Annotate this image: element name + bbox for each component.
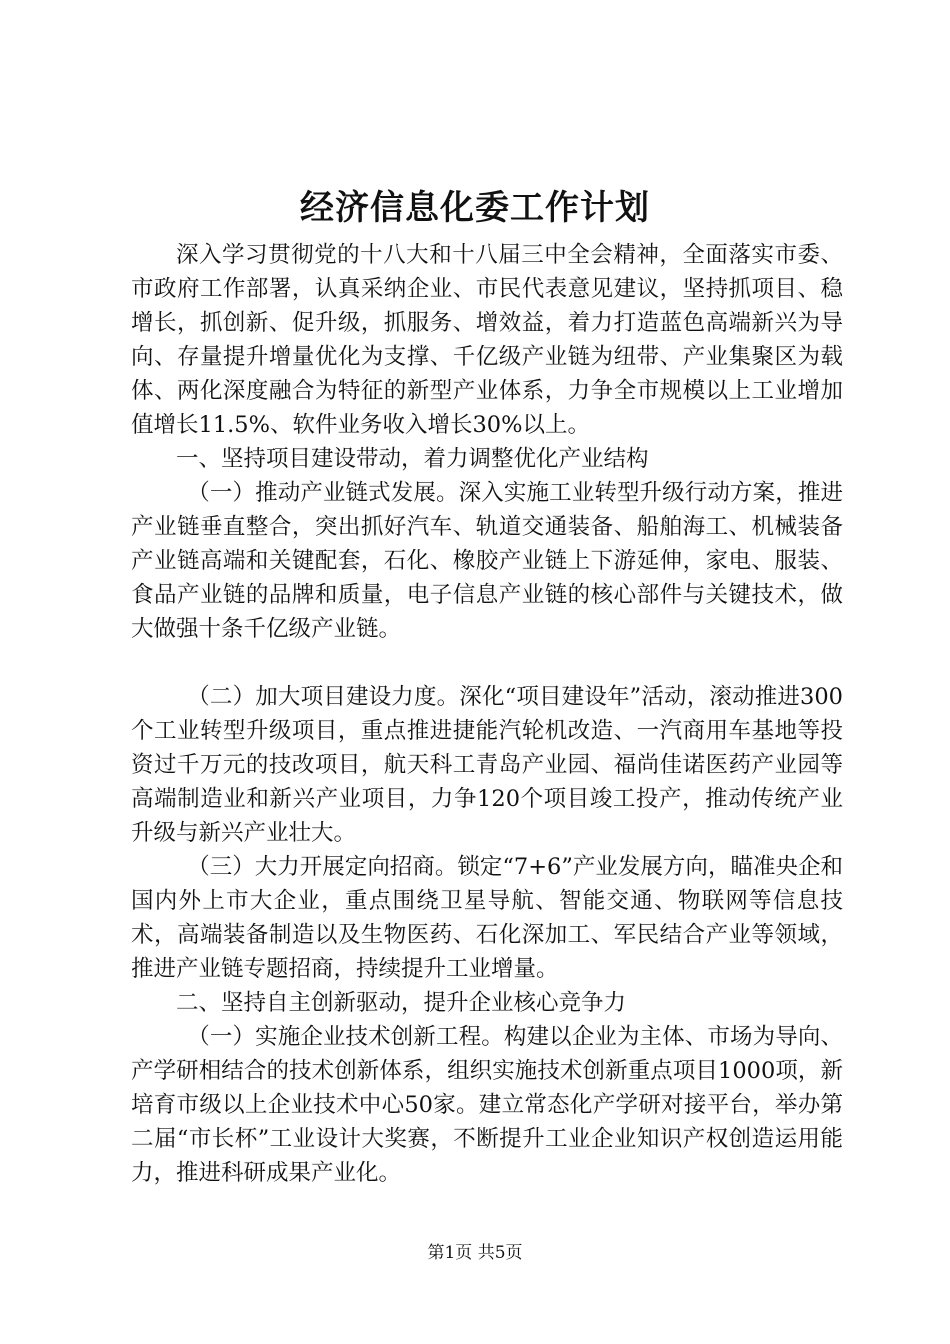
document-title: 经济信息化委工作计划: [300, 188, 650, 228]
section-heading-1: 一、坚持项目建设带动，着力调整优化产业结构: [176, 446, 649, 472]
subsection-paragraph-1-3: （三）大力开展定向招商。锁定“7+6”产业发展方向，瞄准央企和国内外上市大企业，重点围绕卫星导航、智能交通、物联网等信息技术，高端装备制造以及生物医药、石化深加工、军民结合产业等领域，推进产业链专题招商，持续提升工业增量。: [131, 854, 843, 982]
subsection-paragraph-2-1: （一）实施企业技术创新工程。构建以企业为主体、市场为导向、产学研相结合的技术创新体系，组织实施技术创新重点项目1000项，新培育市级以上企业技术中心50家。建立常态化产学研对接平台，举办第二届“市长杯”工业设计大奖赛，不断提升工业企业知识产权创造运用能力，推进科研成果产业化。: [131, 1024, 843, 1186]
document-body: [131, 238, 843, 1190]
intro-paragraph: 深入学习贯彻党的十八大和十八届三中全会精神，全面落实市委、市政府工作部署，认真采纳企业、市民代表意见建议，坚持抓项目、稳增长，抓创新、促升级，抓服务、增效益，着力打造蓝色高端新兴为导向、存量提升增量优化为支撑、千亿级产业链为纽带、产业集聚区为载体、两化深度融合为特征的新型产业体系，力争全市规模以上工业增加值增长11.5%、软件业务收入增长30%以上。: [131, 242, 843, 438]
page-footer: 第1页 共5页: [427, 1243, 523, 1263]
section-heading-2: 二、坚持自主创新驱动，提升企业核心竞争力: [176, 990, 627, 1016]
subsection-paragraph-1-2: （二）加大项目建设力度。深化“项目建设年”活动，滚动推进300个工业转型升级项目，重点推进捷能汽轮机改造、一汽商用车基地等投资过千万元的技改项目，航天科工青岛产业园、福尚佳诺医药产业园等高端制造业和新兴产业项目，力争120个项目竣工投产，推动传统产业升级与新兴产业壮大。: [131, 684, 843, 846]
subsection-paragraph-1-1: （一）推动产业链式发展。深入实施工业转型升级行动方案，推进产业链垂直整合，突出抓好汽车、轨道交通装备、船舶海工、机械装备产业链高端和关键配套，石化、橡胶产业链上下游延伸，家电、服装、食品产业链的品牌和质量，电子信息产业链的核心部件与关键技术，做大做强十条千亿级产业链。: [131, 480, 843, 642]
paragraph-gap: [131, 646, 843, 680]
